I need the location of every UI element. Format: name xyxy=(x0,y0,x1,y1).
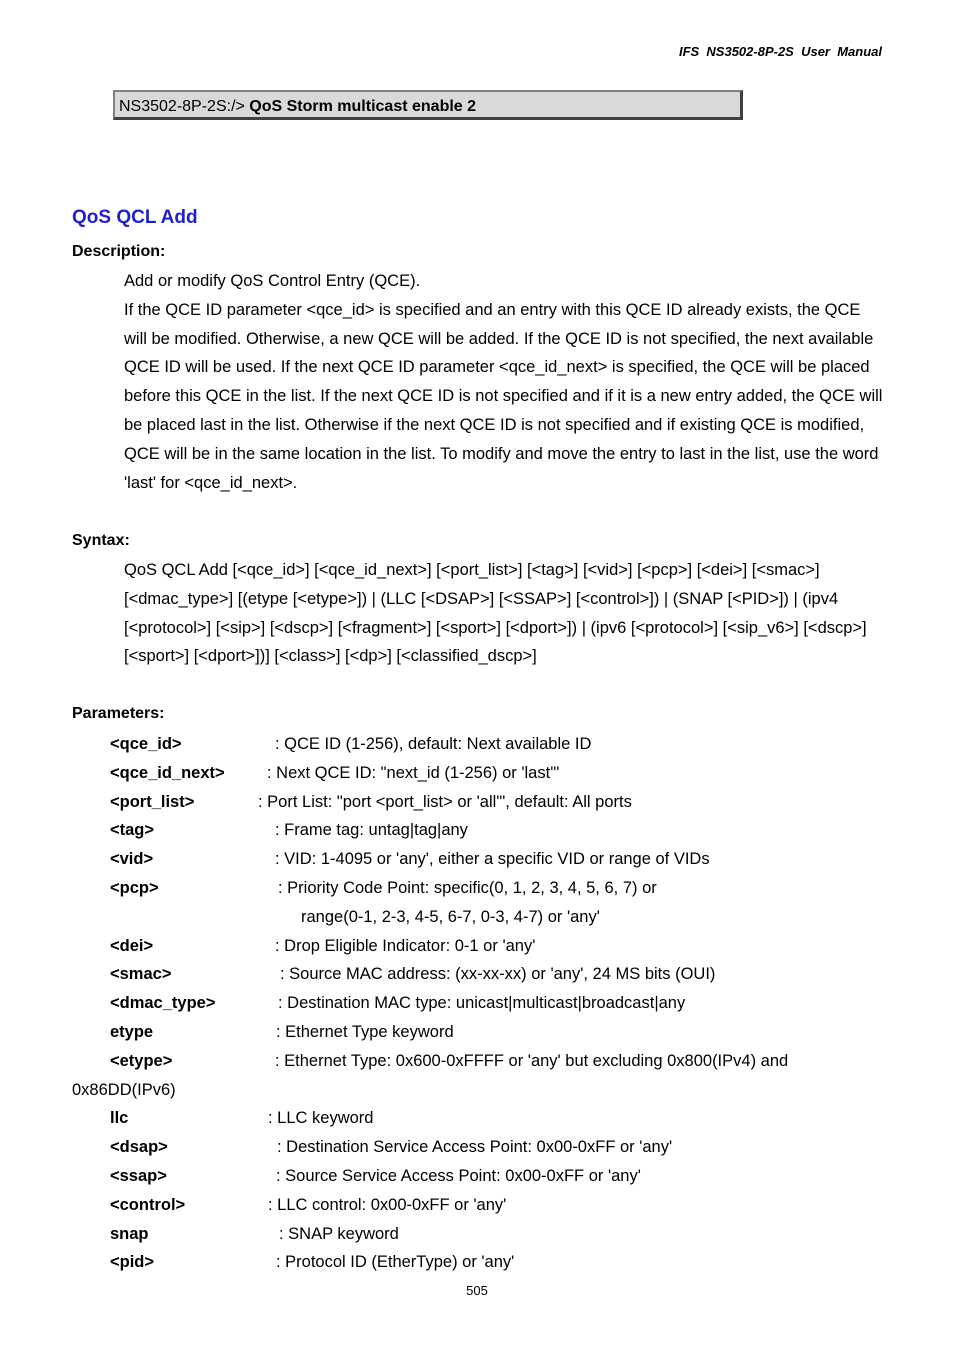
parameter-row xyxy=(0,788,954,817)
parameter-name: llc xyxy=(110,1109,129,1128)
parameter-row xyxy=(0,816,954,845)
parameter-name: <smac> xyxy=(110,965,172,984)
parameter-name: <ssap> xyxy=(110,1166,167,1185)
parameter-name: snap xyxy=(110,1224,149,1243)
parameter-name: <dmac_type> xyxy=(110,994,216,1013)
parameter-row xyxy=(0,989,954,1018)
parameter-name: <pid> xyxy=(110,1253,155,1272)
syntax-text xyxy=(124,556,884,671)
parameter-name: <pcp> xyxy=(110,878,159,897)
parameter-description: : Next QCE ID: "next_id (1-256) or 'last'" xyxy=(267,763,560,782)
command-example-box xyxy=(113,90,743,120)
parameter-name: <etype> xyxy=(110,1051,173,1070)
parameter-row xyxy=(0,1248,954,1277)
parameter-name: <dei> xyxy=(110,936,154,955)
description-label: Description: xyxy=(72,243,166,260)
parameter-description: : Protocol ID (EtherType) or 'any' xyxy=(276,1253,515,1272)
parameter-row xyxy=(0,845,954,874)
parameter-name: <vid> xyxy=(110,850,154,869)
description-first-line: Add or modify QoS Control Entry (QCE). xyxy=(124,272,421,290)
parameter-description: : LLC keyword xyxy=(268,1109,374,1128)
parameter-name: <qce_id_next> xyxy=(110,763,225,782)
parameter-row xyxy=(0,1133,954,1162)
page-number: 505 xyxy=(466,1283,488,1298)
parameter-name: etype xyxy=(110,1022,154,1041)
parameter-description-continuation: 0x86DD(IPv6) xyxy=(72,1080,176,1099)
parameter-name: <port_list> xyxy=(110,792,195,811)
parameter-name: <dsap> xyxy=(110,1138,168,1157)
parameter-row-continuation xyxy=(0,903,954,932)
page-header: IFS NS3502-8P-2S User Manual xyxy=(678,44,882,59)
parameter-description: : Destination MAC type: unicast|multicast|broadcast|any xyxy=(278,994,686,1013)
parameter-row xyxy=(0,932,954,961)
parameter-description: : Priority Code Point: specific(0, 1, 2, 3, 4, 5, 6, 7) or xyxy=(278,878,657,897)
parameter-description: : Ethernet Type: 0x600-0xFFFF or 'any' but excluding 0x800(IPv4) and xyxy=(275,1051,789,1070)
parameter-description: : VID: 1-4095 or 'any', either a specific VID or range of VIDs xyxy=(275,850,710,869)
parameter-description: : Source MAC address: (xx-xx-xx) or 'any', 24 MS bits (OUI) xyxy=(280,965,716,984)
section-title: QoS QCL Add xyxy=(72,207,198,228)
parameter-row xyxy=(0,730,954,759)
parameter-row xyxy=(0,874,954,903)
syntax-body: QoS QCL Add [<qce_id>] [<qce_id_next>] [<port_list>] [<tag>] [<vid>] [<pcp>] [<dei>] [<smac>] [<dmac_type>] [(etype [<etype>]) | (LLC [<DSAP>] [<SSAP>] [<control>]) | (SNAP [<PID>]) | (ipv4 [<protocol>] [<sip>] [<dscp>] [<fragment>] [<sport>] [<dport>]) | (ipv6 [<protocol>] [<sip_v6>] [<dscp>] [<sport>] [<dport>])] [<class>] [<dp>] [<classified_dscp>] xyxy=(124,561,867,666)
syntax-label: Syntax: xyxy=(72,532,130,549)
parameter-description: : Source Service Access Point: 0x00-0xFF or 'any' xyxy=(276,1166,641,1185)
parameter-description: : QCE ID (1-256), default: Next available ID xyxy=(275,735,592,753)
command-prompt: NS3502-8P-2S:/> xyxy=(119,98,250,115)
parameter-description: : Port List: "port <port_list> or 'all'", default: All ports xyxy=(258,792,632,811)
parameter-description: : Drop Eligible Indicator: 0-1 or 'any' xyxy=(275,936,536,955)
command-text: QoS Storm multicast enable 2 xyxy=(249,98,477,115)
parameter-list xyxy=(0,730,954,1277)
parameter-description: : LLC control: 0x00-0xFF or 'any' xyxy=(268,1195,507,1214)
parameter-name: <tag> xyxy=(110,821,155,840)
parameter-description: : Frame tag: untag|tag|any xyxy=(275,821,468,840)
parameter-row xyxy=(0,1104,954,1133)
parameter-row-continuation xyxy=(0,1076,954,1105)
parameter-row xyxy=(0,1191,954,1220)
parameter-description-continuation: range(0-1, 2-3, 4-5, 6-7, 0-3, 4-7) or 'any' xyxy=(301,907,600,926)
description-text xyxy=(124,267,884,497)
parameter-name: <qce_id> xyxy=(110,735,182,753)
parameter-row xyxy=(0,1162,954,1191)
description-body: If the QCE ID parameter <qce_id> is specified and an entry with this QCE ID already exists, the QCE will be modified. Otherwise, a new QCE will be added. If the QCE ID is not specified, the next available QCE ID will be used. If the next QCE ID parameter <qce_id_next> is specified, the QCE will be placed before this QCE in the list. If the next QCE ID is not specified and if it is a new entry added, the QCE will be placed last in the list. Otherwise if the next QCE ID is not specified and if existing QCE is modified, QCE will be in the same location in the list. To modify and move the entry to last in the list, use the word 'last' for <qce_id_next>. xyxy=(124,300,883,492)
parameter-description: : SNAP keyword xyxy=(279,1224,399,1243)
parameter-description: : Destination Service Access Point: 0x00-0xFF or 'any' xyxy=(277,1138,673,1157)
parameter-row xyxy=(0,1220,954,1249)
parameter-name: <control> xyxy=(110,1195,186,1214)
parameter-row xyxy=(0,1047,954,1076)
parameters-label: Parameters: xyxy=(72,705,165,722)
parameter-row xyxy=(0,1018,954,1047)
parameter-row xyxy=(0,960,954,989)
parameter-row xyxy=(0,759,954,788)
parameter-description: : Ethernet Type keyword xyxy=(276,1022,454,1041)
